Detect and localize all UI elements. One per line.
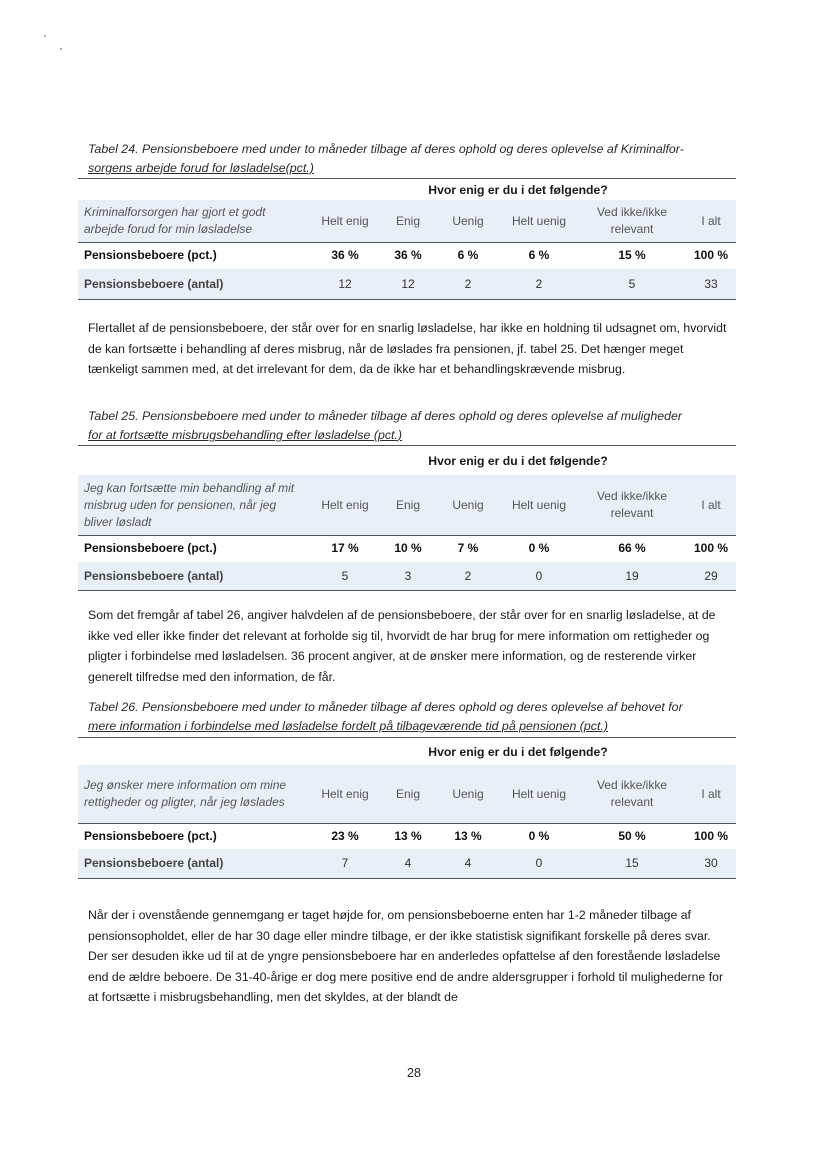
column-header: I alt <box>701 213 721 228</box>
table-cell: 7 % <box>457 541 479 555</box>
table-cell: 15 % <box>618 248 646 262</box>
question-header <box>78 737 736 767</box>
table-cell: 12 <box>338 276 352 291</box>
row-label: Pensionsbeboere (pct.) <box>84 541 217 555</box>
caption-line: sorgens arbejde forud for løsladelse(pct.) <box>88 161 314 175</box>
table-cell: 50 % <box>618 828 646 843</box>
question-header <box>78 445 736 477</box>
body-paragraph: Når der i ovenstående gennemgang er taget højde for, om pensionsbeboerne enten har 1-2 måneder tilbage af pensionsopholdet, eller de har 30 dage eller mindre tilbage, er der ikke statistisk signifikant forskelle på deres svar. Der ser desuden ikke ud til at de yngre pensionsbeboere har en anderledes opfattelse af den forestående løsladelse end de ældre beboere. De 31-40-årige er dog mere positive end de andre aldersgrupper i forhold til mulighederne for at fortsætte i misbrugsbehandling, men det skyldes, at der blandt de <box>88 908 724 1004</box>
table-cell: 5 <box>628 276 636 291</box>
table-cell: 100 % <box>693 541 729 555</box>
table-row <box>78 849 736 879</box>
table-26 <box>78 737 736 879</box>
table-cell: 36 % <box>394 248 422 262</box>
table-cell: 17 % <box>331 541 359 555</box>
table-cell: 33 <box>704 276 718 291</box>
table-cell: 13 % <box>394 828 422 843</box>
column-header: Helt uenig <box>511 497 567 512</box>
header-row <box>78 765 736 824</box>
table-cell: 3 <box>404 568 412 583</box>
table-24-caption <box>88 140 736 178</box>
row-label: Pensionsbeboere (antal) <box>84 568 224 583</box>
question-header <box>78 178 736 202</box>
table-cell: 6 % <box>457 248 479 262</box>
column-header: Helt enig <box>321 213 369 228</box>
body-paragraph: Flertallet af de pensionsbeboere, der står over for en snarlig løsladelse, har ikke en holdning til udsagnet om, hvorvidt de kan fortsætte i behandling af deres misbrug, når de løslades fra pensionen, jf. tabel 25. Det hænger meget tænkeligt sammen med, at det irrelevant for dem, da de ikke har et behandlingskrævende misbrug. <box>88 321 727 376</box>
column-header: Helt enig <box>321 497 369 512</box>
table-cell: 7 <box>341 856 349 870</box>
column-header: I alt <box>701 786 721 801</box>
table-cell: 0 <box>535 856 543 870</box>
column-header: Uenig <box>452 213 484 228</box>
table-row <box>78 535 736 563</box>
table-cell: 100 % <box>693 828 729 843</box>
column-header: Enig <box>395 786 421 801</box>
column-header: Uenig <box>452 786 484 801</box>
table-row <box>78 562 736 591</box>
table-cell: 0 % <box>528 828 550 843</box>
column-header: Helt uenig <box>511 213 567 228</box>
question-text: Hvor enig er du i det følgende? <box>428 183 608 197</box>
row-label: Pensionsbeboere (antal) <box>84 856 224 870</box>
column-header: Enig <box>395 497 421 512</box>
table-row <box>78 242 736 270</box>
table-cell: 15 <box>625 856 639 870</box>
table-cell: 6 % <box>528 248 550 262</box>
table-cell: 23 % <box>331 828 359 843</box>
caption-line: Tabel 26. Pensionsbeboere med under to måneder tilbage af deres ophold og deres oplevelse af behovet for <box>88 700 683 714</box>
table-cell: 0 % <box>528 541 550 555</box>
table-cell: 5 <box>341 568 349 583</box>
body-paragraph: Som det fremgår af tabel 26, angiver halvdelen af de pensionsbeboere, der står over for en snarlig løsladelse, at de ikke ved eller ikke finder det relevant at forholde sig til, hvorvidt de har brug for mere information om rettigheder og pligter i forbindelse med løsladelsen. 36 procent angiver, at de ønsker mere information, og de resterende virker generelt tilfredse med den information, de får. <box>88 608 716 684</box>
table-cell: 19 <box>625 568 639 583</box>
table-cell: 36 % <box>331 248 359 262</box>
column-header: I alt <box>701 497 721 512</box>
column-header: Enig <box>395 213 421 228</box>
caption-line: mere information i forbindelse med løsladelse fordelt på tilbageværende tid på pensionen (pct.) <box>88 719 609 733</box>
table-25 <box>78 445 736 592</box>
table-cell: 12 <box>401 276 415 291</box>
header-row <box>78 475 736 536</box>
row-label: Pensionsbeboere (antal) <box>84 276 224 291</box>
table-cell: 2 <box>464 568 472 583</box>
statement-cell: Jeg kan fortsætte min behandling af mit misbrug uden for pensionen, når jeg bliver løsladt <box>84 480 295 529</box>
table-cell: 4 <box>404 856 412 870</box>
row-label: Pensionsbeboere (pct.) <box>84 248 217 262</box>
caption-line: for at fortsætte misbrugsbehandling efter løsladelse (pct.) <box>88 428 403 442</box>
header-row <box>78 200 736 243</box>
caption-line: Tabel 24. Pensionsbeboere med under to måneder tilbage af deres ophold og deres oplevelse af Kriminalfor- <box>88 142 684 156</box>
column-header: Ved ikke/ikke relevant <box>596 778 668 809</box>
scan-speck <box>44 35 46 37</box>
table-26-caption <box>88 698 736 736</box>
page-number: 28 <box>407 1066 421 1080</box>
table-25-caption <box>88 407 736 445</box>
statement-cell: Jeg ønsker mere information om mine rettigheder og pligter, når jeg løslades <box>84 778 287 809</box>
column-header: Helt enig <box>321 786 369 801</box>
table-cell: 0 <box>535 568 543 583</box>
table-cell: 4 <box>464 856 472 870</box>
table-cell: 66 % <box>618 541 646 555</box>
question-text: Hvor enig er du i det følgende? <box>428 454 608 468</box>
column-header: Ved ikke/ikke relevant <box>596 205 668 236</box>
question-text: Hvor enig er du i det følgende? <box>428 745 608 759</box>
caption-line: Tabel 25. Pensionsbeboere med under to måneder tilbage af deres ophold og deres oplevelse af muligheder <box>88 409 683 423</box>
table-24 <box>78 178 736 301</box>
table-row <box>78 823 736 850</box>
column-header: Helt uenig <box>511 786 567 801</box>
column-header: Ved ikke/ikke relevant <box>596 489 668 520</box>
table-cell: 100 % <box>693 248 729 262</box>
column-header: Uenig <box>452 497 484 512</box>
row-label: Pensionsbeboere (pct.) <box>84 828 217 843</box>
table-cell: 2 <box>464 276 472 291</box>
table-cell: 29 <box>704 568 718 583</box>
statement-cell: Kriminalforsorgen har gjort et godt arbejde forud for min løsladelse <box>84 205 266 236</box>
scan-speck <box>60 48 62 50</box>
table-cell: 10 % <box>394 541 422 555</box>
table-cell: 2 <box>535 276 543 291</box>
table-cell: 13 % <box>454 828 482 843</box>
table-cell: 30 <box>704 856 718 870</box>
table-row <box>78 269 736 300</box>
